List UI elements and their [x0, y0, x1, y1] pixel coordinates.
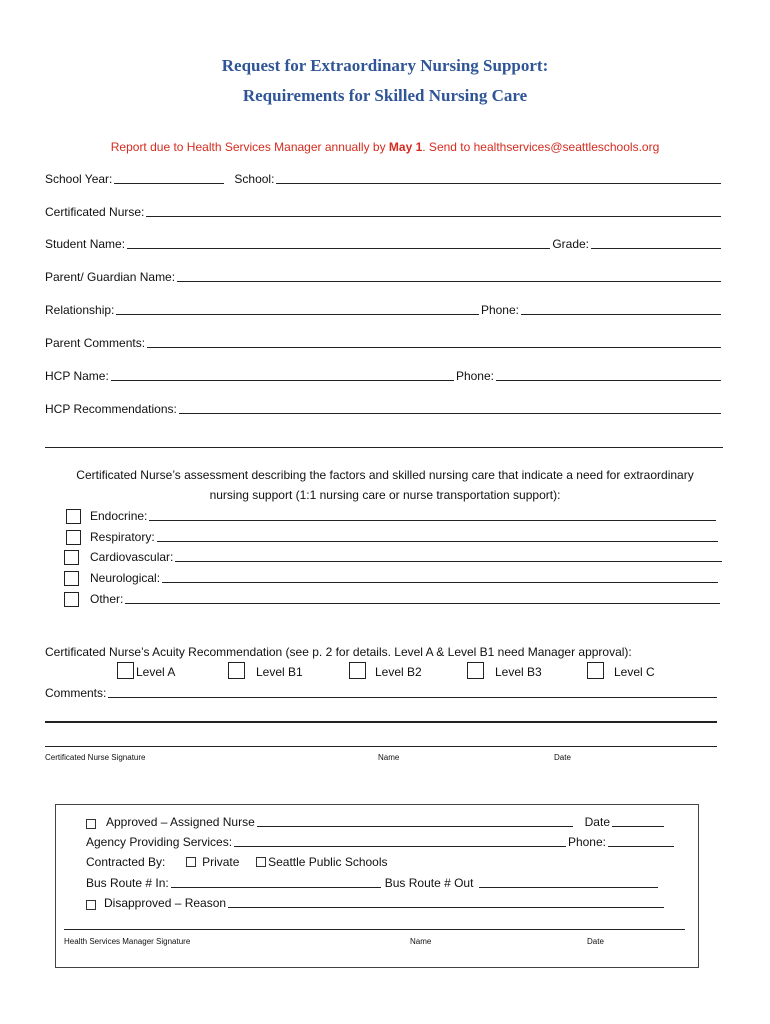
respiratory-row	[90, 530, 720, 544]
other-label: Other:	[90, 592, 124, 606]
school-year-field[interactable]	[114, 172, 224, 184]
phone-label: Phone:	[480, 303, 519, 317]
hcp-recommendations-line2[interactable]	[45, 447, 723, 448]
assessment-intro-line1: Certificated Nurse’s assessment describing the factors and skilled nursing care that indicate a need for extraordinary	[76, 468, 694, 482]
level-b1-checkbox[interactable]	[228, 662, 245, 679]
agency-field[interactable]	[234, 835, 566, 847]
level-a-label: Level A	[136, 665, 176, 679]
hcp-name-label: HCP Name:	[45, 369, 109, 383]
school-field[interactable]	[276, 172, 721, 184]
private-checkbox[interactable]	[186, 857, 196, 867]
other-row	[90, 592, 722, 606]
hcp-name-field[interactable]	[111, 369, 454, 381]
neurological-label: Neurological:	[90, 571, 161, 585]
endocrine-field[interactable]	[149, 509, 716, 521]
acuity-comments-field[interactable]	[108, 686, 717, 698]
cardiovascular-row	[90, 550, 724, 564]
hcp-phone-field[interactable]	[496, 369, 721, 381]
level-c-label: Level C	[614, 665, 655, 679]
nurse-date-label: Date	[554, 753, 571, 762]
nurse-signature-line[interactable]	[45, 746, 717, 747]
contracted-by-row	[86, 855, 388, 869]
neurological-field[interactable]	[162, 571, 718, 583]
student-name-label: Student Name:	[45, 237, 126, 251]
acuity-comments-row	[45, 686, 719, 700]
approved-label: Approved – Assigned Nurse	[106, 815, 255, 829]
sps-checkbox[interactable]	[256, 857, 266, 867]
form-title-line2: Requirements for Skilled Nursing Care	[242, 86, 528, 105]
relationship-field[interactable]	[116, 303, 479, 315]
bus-route-row	[86, 876, 660, 890]
level-b2-label: Level B2	[375, 665, 422, 679]
agency-phone-label: Phone:	[567, 835, 606, 849]
cardiovascular-field[interactable]	[175, 550, 722, 562]
respiratory-checkbox[interactable]	[66, 530, 81, 545]
parent-comments-label: Parent Comments:	[45, 336, 146, 350]
contracted-by-label: Contracted By:	[86, 855, 166, 869]
manager-signature-line[interactable]	[64, 929, 685, 930]
agency-phone-field[interactable]	[608, 835, 674, 847]
bus-route-out-field[interactable]	[479, 876, 658, 888]
nurse-signature-label: Certificated Nurse Signature	[45, 753, 146, 762]
cardiovascular-label: Cardiovascular:	[90, 550, 174, 564]
hcp-recommendations-field[interactable]	[179, 402, 721, 414]
level-b2-checkbox[interactable]	[349, 662, 366, 679]
parent-guardian-label: Parent/ Guardian Name:	[45, 270, 176, 284]
assigned-nurse-field[interactable]	[257, 815, 573, 827]
bus-route-in-field[interactable]	[171, 876, 381, 888]
acuity-heading: Certificated Nurse’s Acuity Recommendation (see p. 2 for details. Level A & Level B1 need Manager approval):	[45, 645, 632, 659]
agency-label: Agency Providing Services:	[86, 835, 233, 849]
certificated-nurse-label: Certificated Nurse:	[45, 205, 145, 219]
parent-row	[45, 270, 723, 284]
disapproved-label: Disapproved – Reason	[104, 896, 227, 910]
assessment-intro-line2: nursing support (1:1 nursing care or nurse transportation support):	[209, 488, 561, 502]
other-checkbox[interactable]	[64, 592, 79, 607]
disapproved-reason-field[interactable]	[228, 896, 664, 908]
parent-comments-row	[45, 336, 723, 350]
phone-field[interactable]	[521, 303, 721, 315]
school-label: School:	[234, 172, 275, 186]
hcp-name-row	[45, 369, 723, 383]
agency-row	[86, 835, 676, 849]
relationship-row	[45, 303, 723, 317]
submission-notice: Report due to Health Services Manager annually by May 1. Send to healthservices@seattleschools.org	[110, 140, 660, 154]
private-label: Private	[202, 855, 240, 869]
certificated-nurse-field[interactable]	[146, 205, 721, 217]
neurological-row	[90, 571, 720, 585]
student-name-field[interactable]	[127, 237, 550, 249]
nurse-name-label: Name	[378, 753, 400, 762]
grade-label: Grade:	[552, 237, 589, 251]
bus-route-in-label: Bus Route # In:	[86, 876, 169, 890]
respiratory-field[interactable]	[157, 530, 718, 542]
endocrine-row	[90, 509, 718, 523]
form-title-line1: Request for Extraordinary Nursing Support:	[221, 56, 549, 75]
school-year-row	[45, 172, 723, 186]
approved-date-label: Date	[584, 815, 610, 829]
parent-guardian-field[interactable]	[177, 270, 721, 282]
neurological-checkbox[interactable]	[64, 571, 79, 586]
relationship-label: Relationship:	[45, 303, 115, 317]
cardiovascular-checkbox[interactable]	[64, 550, 79, 565]
endocrine-label: Endocrine:	[90, 509, 148, 523]
level-a-checkbox[interactable]	[117, 662, 134, 679]
approved-checkbox[interactable]	[86, 819, 96, 829]
manager-name-label: Name	[410, 937, 432, 946]
certificated-nurse-row	[45, 205, 723, 219]
endocrine-checkbox[interactable]	[66, 509, 81, 524]
grade-field[interactable]	[591, 237, 721, 249]
approved-date-field[interactable]	[612, 815, 664, 827]
respiratory-label: Respiratory:	[90, 530, 155, 544]
manager-signature-label: Health Services Manager Signature	[64, 937, 191, 946]
disapproved-checkbox[interactable]	[86, 900, 96, 910]
disapproved-row	[86, 896, 666, 910]
level-b3-checkbox[interactable]	[467, 662, 484, 679]
acuity-comments-label: Comments:	[45, 686, 107, 700]
school-year-label: School Year:	[45, 172, 113, 186]
level-b3-label: Level B3	[495, 665, 542, 679]
manager-date-label: Date	[587, 937, 604, 946]
student-row	[45, 237, 723, 251]
level-b1-label: Level B1	[256, 665, 303, 679]
hcp-recommendations-label: HCP Recommendations:	[45, 402, 177, 416]
approved-row	[86, 815, 666, 829]
parent-comments-field[interactable]	[147, 336, 721, 348]
hcp-phone-label: Phone:	[455, 369, 494, 383]
hcp-recommendations-row	[45, 402, 723, 416]
acuity-comments-line2[interactable]	[45, 721, 717, 723]
sps-label: Seattle Public Schools	[268, 855, 388, 869]
other-field[interactable]	[125, 592, 720, 604]
level-c-checkbox[interactable]	[587, 662, 604, 679]
bus-route-out-label: Bus Route # Out	[384, 876, 474, 890]
